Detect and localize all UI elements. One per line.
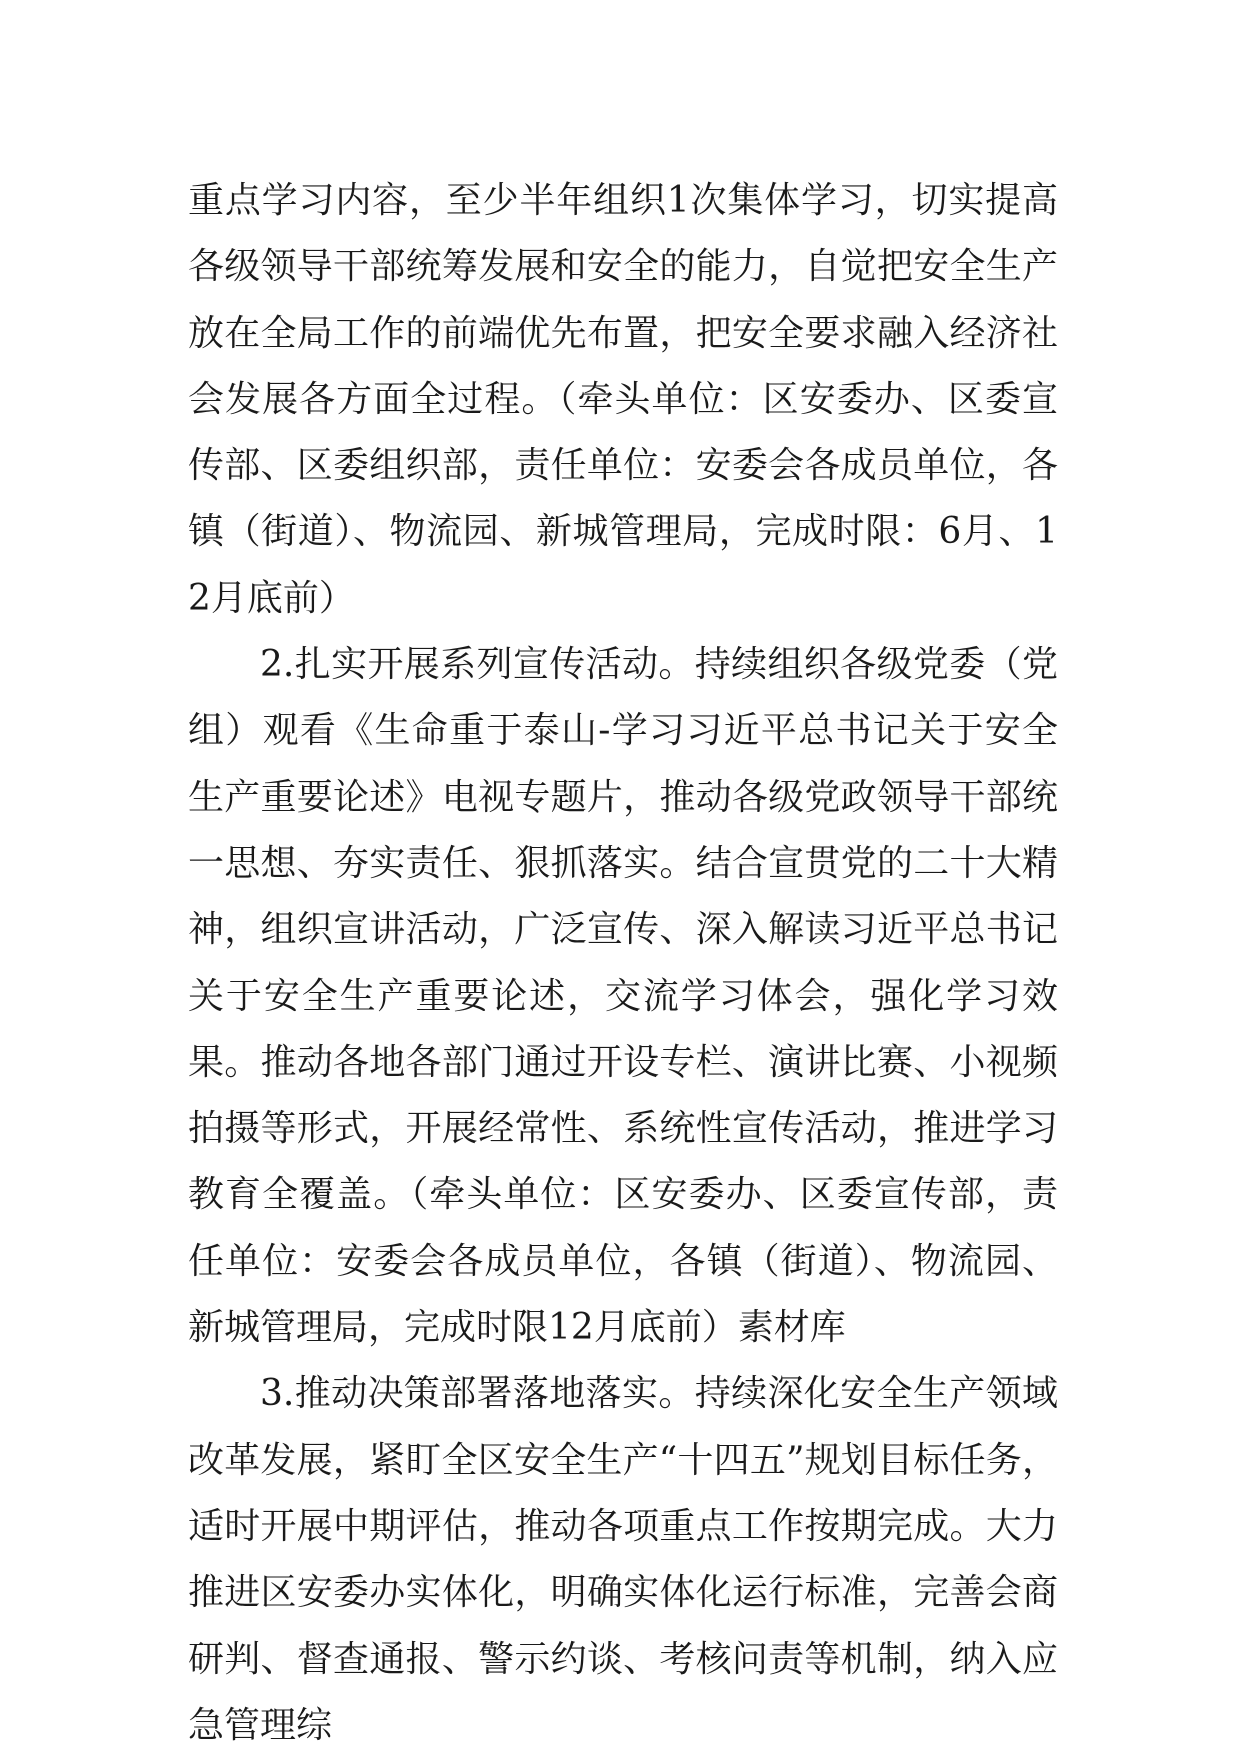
paragraph-continued: 重点学习内容，至少半年组织1次集体学习，切实提高各级领导干部统筹发展和安全的能力，自觉把安全生产放在全局工作的前端优先布置，把安全要求融入经济社会发展各方面全过程。（牵头单位：区安委办、区委宣传部、区委组织部，责任单位：安委会各成员单位，各镇（街道）、物流园、新城管理局，完成时限：6月、12月底前）: [188, 180, 1058, 619]
document-body: [188, 168, 1058, 1759]
paragraph-item-2: 2.扎实开展系列宣传活动。持续组织各级党委（党组）观看《生命重于泰山-学习习近平总书记关于安全生产重要论述》电视专题片，推动各级党政领导干部统一思想、夯实责任、狠抓落实。结合宣贯党的二十大精神，组织宣讲活动，广泛宣传、深入解读习近平总书记关于安全生产重要论述，交流学习体会，强化学习效果。推动各地各部门通过开设专栏、演讲比赛、小视频拍摄等形式，开展经常性、系统性宣传活动，推进学习教育全覆盖。（牵头单位：区安委办、区委宣传部，责任单位：安委会各成员单位，各镇（街道）、物流园、新城管理局，完成时限12月底前）素材库: [188, 644, 1058, 1349]
paragraph-item-3: 3.推动决策部署落地落实。持续深化安全生产领域改革发展，紧盯全区安全生产“十四五”规划目标任务，适时开展中期评估，推动各项重点工作按期完成。大力推进区安委办实体化，明确实体化运行标准，完善会商研判、督查通报、警示约谈、考核问责等机制，纳入应急管理综: [188, 1373, 1058, 1746]
